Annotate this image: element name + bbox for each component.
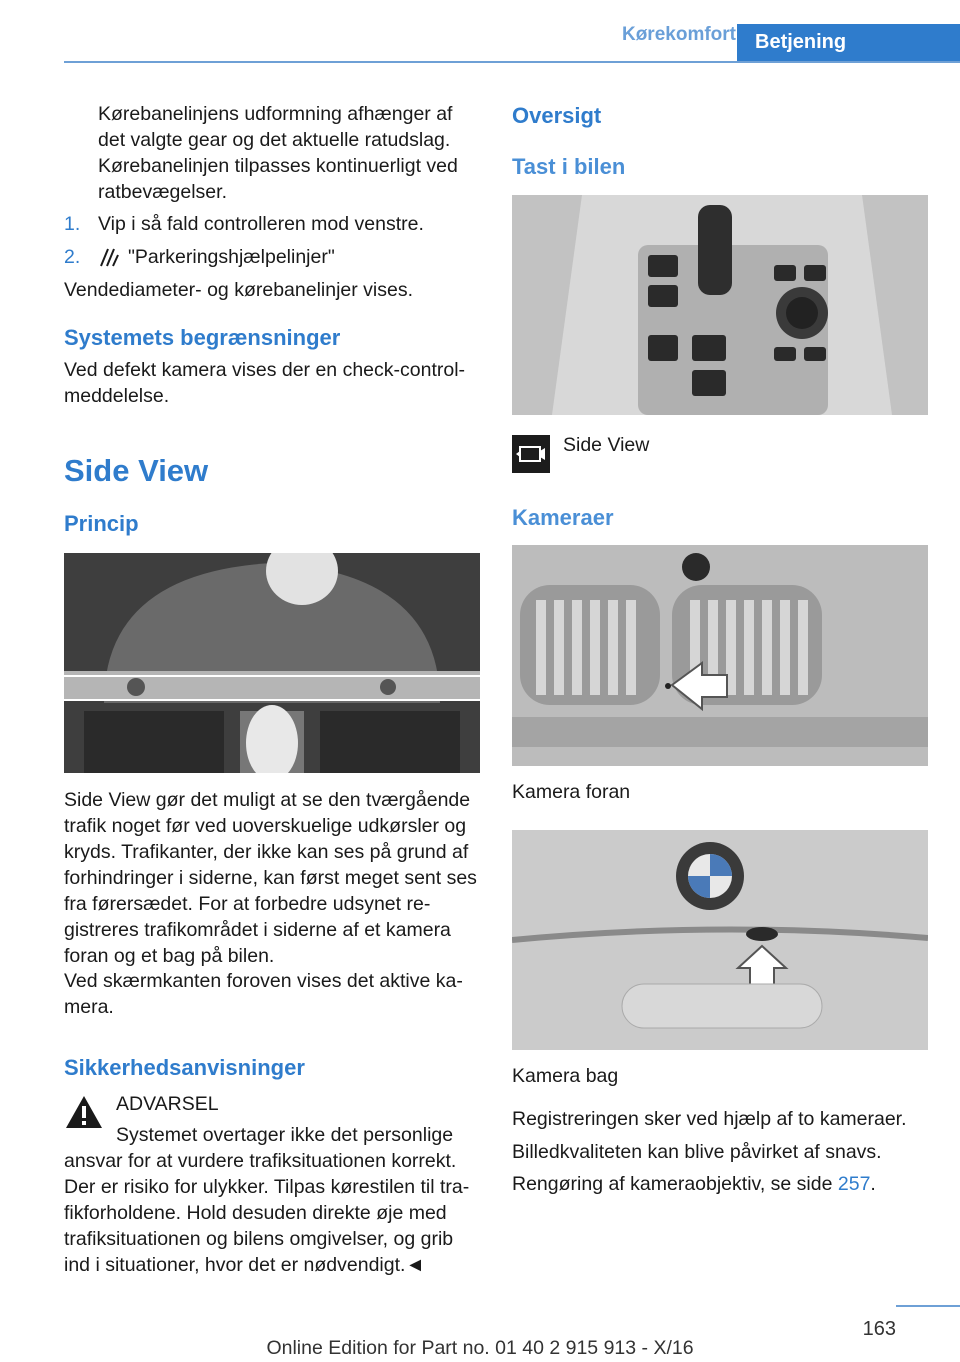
side-view-button-label: Side View	[563, 434, 650, 456]
side-view-button-icon	[512, 435, 550, 473]
overview-heading: Oversigt	[512, 103, 602, 128]
step-1	[64, 211, 480, 237]
edition-footer: Online Edition for Part no. 01 40 2 915 913 - X/16	[266, 1337, 694, 1359]
safety-heading: Sikkerhedsanvisninger	[64, 1055, 305, 1080]
step-number: 2.	[64, 246, 81, 268]
cameras-paragraph-2: Billedkvaliteten kan blive påvirket af snavs.	[512, 1141, 882, 1163]
limits-heading: Systemets begrænsninger	[64, 325, 341, 350]
page-header	[0, 0, 960, 62]
after-steps-text: Vendediameter- og kørebanelinjer vises.	[64, 279, 414, 301]
warning-triangle-icon	[64, 1094, 104, 1130]
principle-heading: Princip	[64, 511, 139, 536]
page-link-257[interactable]: 257	[837, 1173, 871, 1195]
warning-text: ansvar for at vurdere trafiksituationen korrekt. Der er risiko for ulykker. Tilpas kørestilen til trafikforholdene. Hold desuden direkte øje med trafiksituationen og bilens omgivelser, og grib ind i situationer, hvor det er nødvendigt.◄	[64, 1150, 470, 1276]
console-buttons-image	[512, 195, 928, 415]
parking-lines-icon	[98, 246, 120, 273]
cameras-paragraph-1: Registreringen sker ved hjælp af to kameraer.	[512, 1108, 907, 1130]
side-view-heading: Side View	[64, 453, 209, 488]
rear-camera-caption: Kamera bag	[512, 1065, 619, 1087]
header-rule	[64, 61, 960, 63]
cameras-paragraph-3	[512, 1171, 928, 1197]
side-view-principle-image	[64, 553, 480, 773]
rear-camera-image	[512, 830, 928, 1050]
step-text: Vip i så fald controlleren mod venstre.	[98, 213, 424, 235]
chapter-tab[interactable]: Betjening	[737, 24, 960, 62]
paragraph-text: Rengøring af kameraobjektiv, se side	[512, 1173, 838, 1195]
button-heading: Tast i bilen	[512, 154, 626, 179]
warning-text-first: Systemet overtager ikke det personlige	[116, 1124, 454, 1146]
footer-rule	[896, 1305, 960, 1307]
page-number: 163	[862, 1318, 896, 1340]
paragraph-punctuation: .	[870, 1173, 876, 1195]
front-camera-caption: Kamera foran	[512, 781, 631, 803]
warning-label: ADVARSEL	[116, 1093, 219, 1115]
step-number: 1.	[64, 213, 81, 235]
active-camera-text: Ved skærmkanten foroven vises det aktive kamera.	[64, 970, 463, 1018]
intro-paragraph: Kørebanelinjens udformning afhænger af det valgte gear og det aktuelle ratudslag. Kørebanelinjen tilpasses kontinuerligt ved ratbevægelser.	[98, 103, 458, 203]
limits-text: Ved defekt kamera vises der en check-control-meddelelse.	[64, 359, 466, 407]
principle-text: Side View gør det muligt at se den tværgående trafik noget før ved uoverskuelige udkørsler og kryds. Trafikanter, der ikke kan ses på grund af forhindringer i siderne, kan først meget sent ses fra førersædet. For at forbedre udsynet registreres trafikområdet i siderne af et kamera foran og et bag på bilen.	[64, 789, 477, 967]
section-tab[interactable]: Kørekomfort	[621, 24, 736, 45]
front-camera-image	[512, 545, 928, 766]
step-text: "Parkeringshjælpelinjer"	[128, 246, 335, 268]
step-2	[64, 244, 480, 270]
cameras-heading: Kameraer	[512, 505, 614, 530]
